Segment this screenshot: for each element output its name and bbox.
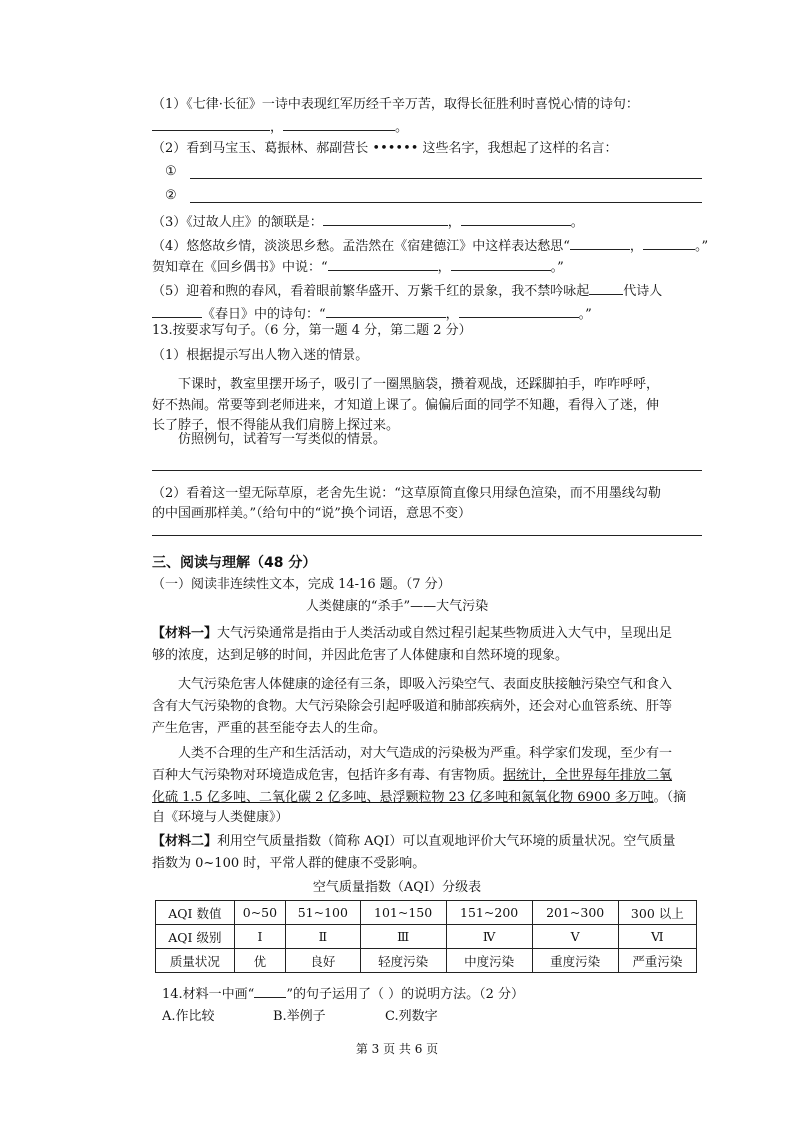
article-title: 人类健康的“杀手”——大气污染: [305, 599, 489, 614]
q13-title: 13.按要求写句子。（6 分，第一题 4 分，第二题 2 分）: [152, 323, 472, 338]
answer-blank[interactable]: [283, 117, 395, 131]
q12-part5-line2: 《春日》中的诗句：“ ， 。”: [152, 304, 592, 324]
table-cell: 51~100: [286, 901, 360, 925]
aqi-table: [155, 900, 697, 973]
answer-blank[interactable]: [328, 257, 438, 271]
underline-marker: [254, 984, 286, 998]
table-cell: AQI 级别: [156, 925, 235, 949]
q12-part4-line1: （4）悠悠故乡情，淡淡思乡愁。孟浩然在《宿建德江》中这样表达愁思“ ， 。”: [152, 236, 708, 256]
answer-line-1[interactable]: [190, 178, 702, 179]
q14-option-a[interactable]: A.作比较: [162, 1009, 215, 1024]
answer-blank[interactable]: [323, 212, 448, 226]
answer-blank[interactable]: [326, 304, 446, 318]
underlined-sentence: 据统计，全世界每年排放二氧: [503, 768, 673, 783]
page-footer: 第 3 页 共 6 页: [355, 1042, 439, 1056]
table-cell: Ⅰ: [234, 925, 285, 949]
table-cell: 严重污染: [618, 949, 696, 973]
table-cell: Ⅲ: [360, 925, 446, 949]
q14-option-c[interactable]: C.列数字: [385, 1009, 438, 1024]
material1-line2: 够的浓度，达到足够的时间，并因此危害了人体健康和自然环境的现象。: [152, 648, 569, 663]
answer-blank[interactable]: [152, 117, 270, 131]
answer-line-3[interactable]: [152, 470, 702, 471]
table-cell: 重度污染: [532, 949, 618, 973]
table-cell: 201~300: [532, 901, 618, 925]
table-row: [156, 949, 697, 973]
q12-part2-item2-marker: ②: [165, 188, 177, 203]
para3-line3: 化硫 1.5 亿多吨、二氧化碳 2 亿多吨、悬浮颗粒物 23 亿多吨和氮氧化物 6900 多万吨。（摘: [152, 790, 687, 805]
answer-line-2[interactable]: [190, 202, 702, 203]
para3-line1: 人类不合理的生产和生活活动，对大气造成的污染极为严重。科学家们发现，至少有一: [178, 746, 673, 761]
answer-blank[interactable]: [451, 257, 551, 271]
table-cell: Ⅱ: [286, 925, 360, 949]
table-cell: 101~150: [360, 901, 446, 925]
material2-label: 【材料二】: [152, 834, 218, 849]
material2-line1: 【材料二】利用空气质量指数（简称 AQI）可以直观地评价大气环境的质量状况。空气质量: [152, 834, 676, 849]
answer-blank[interactable]: [459, 304, 579, 318]
answer-blank[interactable]: [570, 236, 630, 250]
para3-line2: 百种大气污染物对环境造成危害，包括许多有毒、有害物质。据统计，全世界每年排放二氧: [152, 768, 673, 783]
table-cell: 良好: [286, 949, 360, 973]
table-cell: Ⅵ: [618, 925, 696, 949]
para2-line3: 产生危害，严重的甚至能夺去人的生命。: [152, 721, 387, 736]
underlined-sentence: 化硫 1.5 亿多吨、二氧化碳 2 亿多吨、悬浮颗粒物 23 亿多吨和氮氧化物 6900 多万吨: [152, 790, 654, 805]
q13-sub2-line2: 的中国画那样美。”（给句中的“说”换个词语，意思不变）: [152, 506, 471, 521]
q12-part3: （3）《过故人庄》的颔联是： ， 。: [152, 212, 584, 232]
para3-line4: 自《环境与人类健康》）: [152, 810, 289, 825]
q12-part2-item1-marker: ①: [165, 164, 177, 179]
table-cell: 0~50: [234, 901, 285, 925]
q12-part2-prompt: （2）看到马宝玉、葛振林、郝副营长 •••••• 这些名字，我想起了这样的名言：: [152, 141, 618, 156]
table-cell: 151~200: [446, 901, 532, 925]
para2-line2: 含有大气污染物的食物。大气污染除会引起呼吸道和肺部疾病外，还会对心血管系统、肝等: [152, 699, 673, 714]
table-cell: 轻度污染: [360, 949, 446, 973]
table-cell: Ⅳ: [446, 925, 532, 949]
table-row: [156, 901, 697, 925]
answer-blank[interactable]: [461, 212, 571, 226]
material1-label: 【材料一】: [152, 626, 218, 641]
table-row: [156, 925, 697, 949]
answer-blank[interactable]: [589, 281, 623, 295]
table-cell: 中度污染: [446, 949, 532, 973]
answer-line-4[interactable]: [152, 535, 702, 536]
section3-subheading: （一）阅读非连续性文本，完成 14-16 题。（7 分）: [152, 577, 451, 592]
table-cell: Ⅴ: [532, 925, 618, 949]
material1-line1: 【材料一】大气污染通常是指由于人类活动或自然过程引起某些物质进入大气中，呈现出足: [152, 626, 673, 641]
q13-example-line3: 长了脖子，恨不得能从我们肩膀上探过来。: [152, 418, 400, 433]
q13-instruction: 仿照例句，试着写一写类似的情景。: [178, 432, 387, 447]
table-cell: AQI 数值: [156, 901, 235, 925]
q12-part1-prompt: （1）《七律·长征》一诗中表现红军历经千辛万苦，取得长征胜利时喜悦心情的诗句：: [152, 97, 639, 112]
q12-part4-line2: 贺知章在《回乡偶书》中说：“ ， 。”: [152, 257, 564, 277]
para2-line1: 大气污染危害人体健康的途径有三条，即吸入污染空气、表面皮肤接触污染空气和食入: [178, 677, 673, 692]
table-cell: 优: [234, 949, 285, 973]
q13-example-line2: 好不热闹。常要等到老师进来，才知道上课了。偏偏后面的同学不知趣，看得入了迷，伸: [152, 398, 660, 413]
q14-prompt: 14.材料一中画“ ”的句子运用了（ ）的说明方法。（2 分）: [162, 984, 524, 1004]
table-caption: 空气质量指数（AQI）分级表: [312, 880, 482, 895]
q13-example-line1: 下课时，教室里摆开场子，吸引了一圈黑脑袋，攒着观战，还踩脚拍手，咋咋呼呼，: [178, 377, 660, 392]
q12-part1-answer-line: ， 。: [152, 117, 408, 137]
material2-line2: 指数为 0~100 时，平常人群的健康不受影响。: [152, 856, 426, 871]
answer-blank[interactable]: [643, 236, 695, 250]
q12-part5-line1: （5）迎着和煦的春风，看着眼前繁华盛开、万紫千红的景象，我不禁吟咏起 代诗人: [152, 281, 662, 301]
table-cell: 质量状况: [156, 949, 235, 973]
answer-blank[interactable]: [152, 304, 202, 318]
section3-heading: 三、阅读与理解（48 分）: [152, 555, 317, 571]
q14-option-b[interactable]: B.举例子: [273, 1009, 326, 1024]
q13-sub1: （1）根据提示写出人物入迷的情景。: [152, 348, 369, 363]
q13-sub2-line1: （2）看着这一望无际草原，老舍先生说：“这草原简直像只用绿色渲染，而不用墨线勾勒: [152, 486, 661, 501]
table-cell: 300 以上: [618, 901, 696, 925]
